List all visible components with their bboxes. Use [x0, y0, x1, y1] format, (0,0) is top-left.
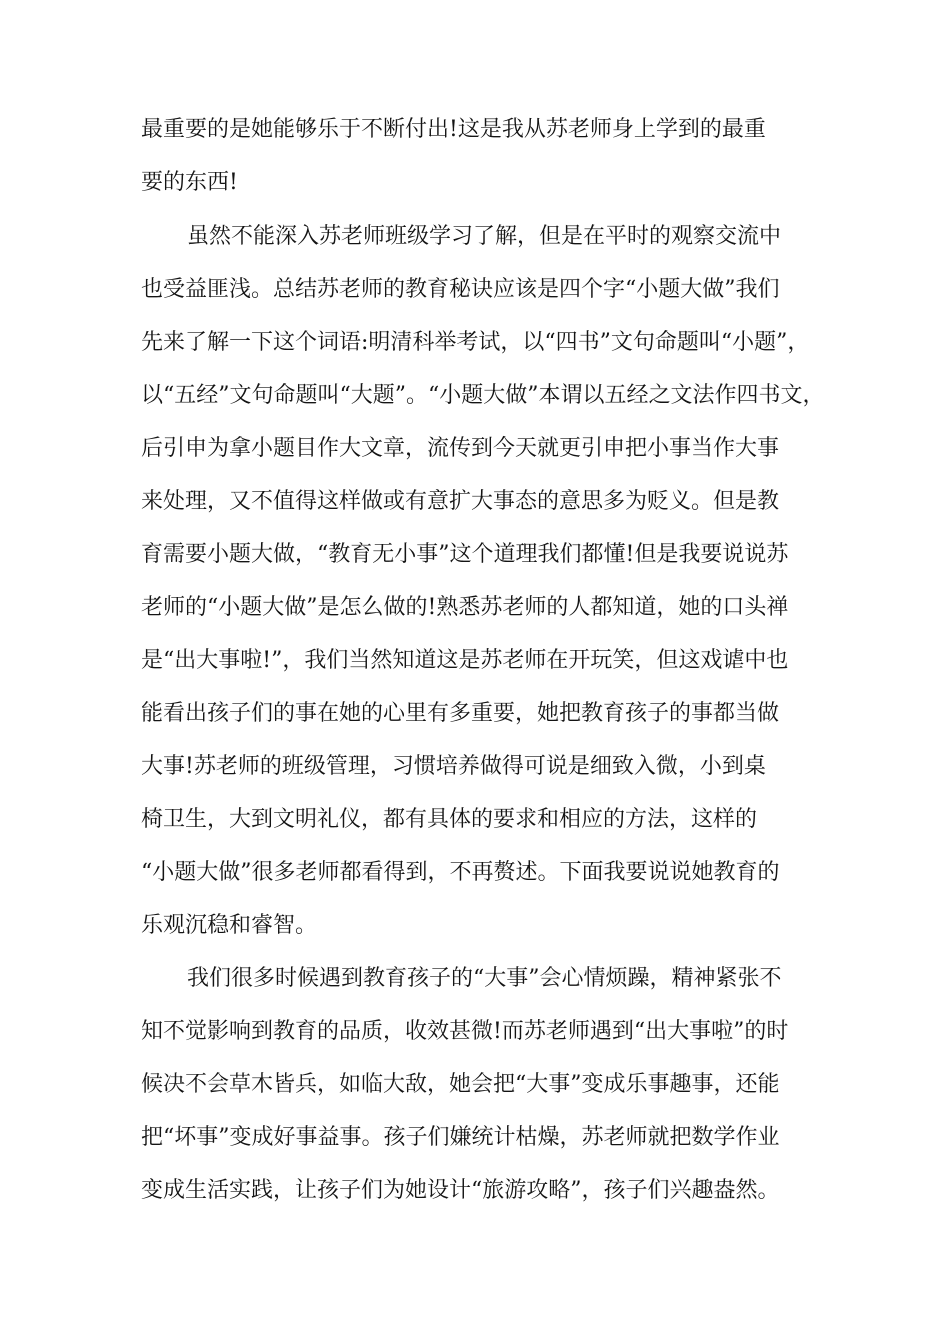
text-line: 能看出孩子们的事在她的心里有多重要，她把教育孩子的事都当做 [141, 701, 780, 726]
paragraph-first-line: 虽然不能深入苏老师班级学习了解，但是在平时的观察交流中 [187, 224, 782, 249]
text-line: 是“出大事啦!”，我们当然知道这是苏老师在开玩笑，但这戏谑中也 [141, 648, 789, 673]
text-line: 大事!苏老师的班级管理，习惯培养做得可说是细致入微，小到桌 [141, 754, 766, 779]
text-line: 来处理，又不值得这样做或有意扩大事态的意思多为贬义。但是教 [141, 489, 780, 514]
text-line: 先来了解一下这个词语:明清科举考试，以“四书”文句命题叫“小题”， [141, 330, 810, 355]
text-line: 候决不会草木皆兵，如临大敌，她会把“大事”变成乐事趣事，还能 [141, 1072, 780, 1097]
text-line: 育需要小题大做，“教育无小事”这个道理我们都懂!但是我要说说苏 [141, 542, 789, 567]
text-line: 知不觉影响到教育的品质，收效甚微!而苏老师遇到“出大事啦”的时 [141, 1019, 789, 1044]
text-line: 最重要的是她能够乐于不断付出!这是我从苏老师身上学到的最重 [141, 117, 766, 142]
text-line: 乐观沉稳和睿智。 [141, 913, 318, 938]
text-line: 以“五经”文句命题叫“大题”。“小题大做”本谓以五经之文法作四书文， [141, 383, 825, 408]
paragraph-first-line: 我们很多时候遇到教育孩子的“大事”会心情烦躁，精神紧张不 [187, 966, 782, 991]
text-line: 也受益匪浅。总结苏老师的教育秘诀应该是四个字“小题大做”我们 [141, 277, 780, 302]
text-line: 椅卫生，大到文明礼仪，都有具体的要求和相应的方法，这样的 [141, 807, 758, 832]
text-line: 后引申为拿小题目作大文章，流传到今天就更引申把小事当作大事 [141, 436, 780, 461]
text-line: “小题大做”很多老师都看得到，不再赘述。下面我要说说她教育的 [141, 860, 780, 885]
text-line: 要的东西! [141, 170, 238, 195]
text-line: 把“坏事”变成好事益事。孩子们嫌统计枯燥，苏老师就把数学作业 [141, 1125, 780, 1150]
text-line: 老师的“小题大做”是怎么做的!熟悉苏老师的人都知道，她的口头禅 [141, 595, 789, 620]
text-line: 变成生活实践，让孩子们为她设计“旅游攻略”，孩子们兴趣盎然。 [141, 1178, 780, 1203]
